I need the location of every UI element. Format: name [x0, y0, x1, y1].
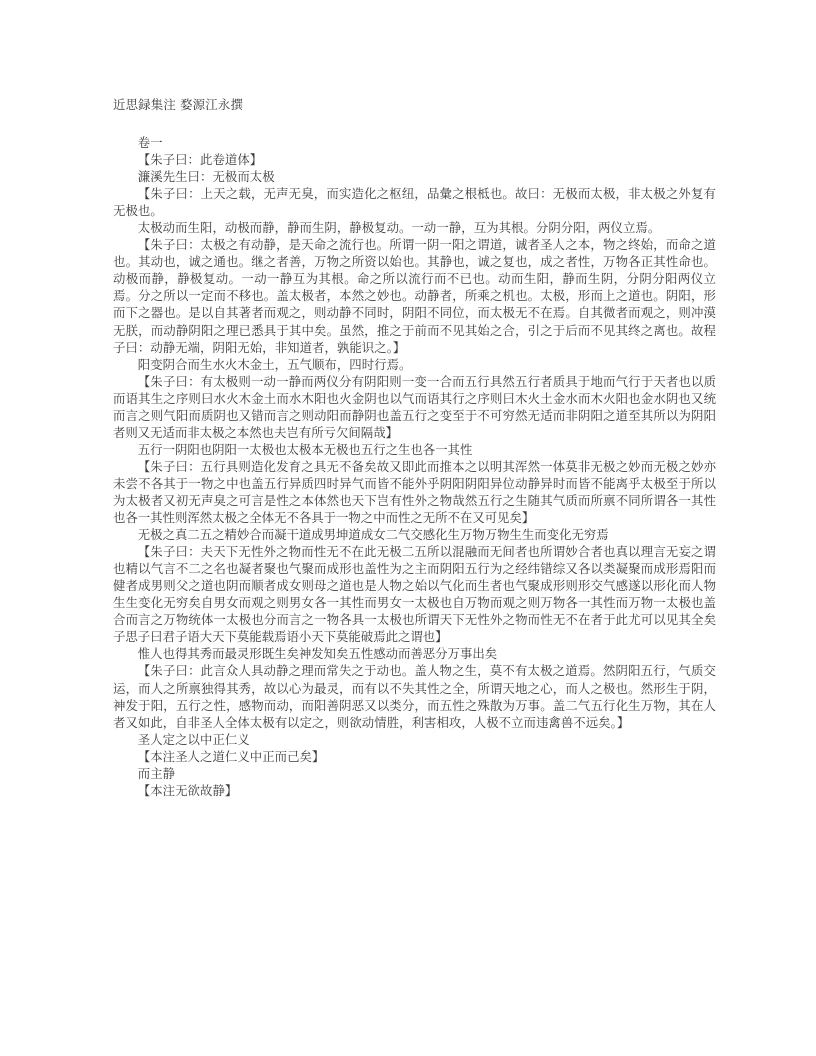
- paragraph: 【朱子曰：此言众人具动静之理而常失之于动也。盖人物之生，莫不有太极之道焉。然阴阳五行，气质交运，而人之所禀独得其秀，故以心为最灵，而有以不失其性之全，所谓天地之心，而人之极也。然形生于阴，神发于阳，五行之性，感物而动，而阳善阴恶又以类分，而五性之殊散为万事。盖二气五行化生万物，其在人者又如此，自非圣人全体太极有以定之，则欲动情胜，利害相攻，人极不立而违禽兽不远矣。】: [113, 663, 716, 730]
- paragraph: 【朱子曰：上天之载，无声无臭，而实造化之枢纽，品彙之根柢也。故曰：无极而太极，非太极之外复有无极也。: [113, 186, 716, 219]
- paragraph: 而主静: [137, 765, 176, 781]
- paragraph: 【朱子曰：夫天下无性外之物而性无不在此无极二五所以混融而无间者也所谓妙合者也真以理言无妄之谓也精以气言不二之名也凝者聚也气聚而成形也盖性为之主而阴阳五行为之经纬错综又各以类凝聚而成形焉阳而健者成男则父之道也阴而顺者成女则母之道也是人物之始以气化而生者也气聚成形则形交气感遂以形化而人物生生变化无穷矣自男女而观之则男女各一其性而男女一太极也自万物而观之则万物各一其性而万物一太极也盖合而言之万物统体一太极也分而言之一物各具一太极也所谓天下无性外之物而性无不在者于此尤可以见其全矣子思子曰君子语大天下莫能载焉语小天下莫能破焉此之谓也】: [113, 544, 716, 645]
- paragraph: 无极之真二五之精妙合而凝干道成男坤道成女二气交感化生万物万物生生而变化无穷焉: [137, 527, 609, 543]
- paragraph: 太极动而生阳，动极而静，静而生阴，静极复动。一动一静，互为其根。分阴分阳，两仪立焉。: [137, 220, 661, 236]
- paragraph: 【本注圣人之道仁义中正而己矣】: [137, 748, 325, 764]
- paragraph: 【朱子曰：太极之有动静，是天命之流行也。所谓一阴一阳之谓道，诚者圣人之本，物之终始，而命之道也。其动也，诚之通也。继之者善，万物之所资以始也。其静也，诚之复也，成之者性，万物各正其性命也。动极而静，静极复动。一动一静互为其根。命之所以流行而不已也。动而生阳，静而生阴，分阴分阳两仪立焉。分之所以一定而不移也。盖太极者，本然之妙也。动静者，所乘之机也。太极，形而上之道也。阴阳，形而下之器也。是以自其著者而观之，则动静不同时，阴阳不同位，而太极无不在焉。自其微者而观之，则冲漠无朕，而动静阴阳之理已悉具于其中矣。虽然，推之于前而不见其始之合，引之于后而不见其终之离也。故程子曰：动静无端，阴阳无始，非知道者，孰能识之。】: [113, 237, 716, 355]
- document-body: [113, 134, 716, 799]
- paragraph: 卷一: [137, 135, 163, 150]
- paragraph: 五行一阴阳也阴阳一太极也太极本无极也五行之生也各一其性: [137, 441, 473, 457]
- paragraph: 阳变阴合而生水火木金土，五气顺布，四时行焉。: [137, 356, 412, 372]
- paragraph: 【本注无欲故静】: [137, 782, 238, 798]
- paragraph: 【朱子曰：此卷道体】: [137, 152, 263, 168]
- paragraph: 【朱子曰：五行具则造化发育之具无不备矣故又即此而推本之以明其浑然一体莫非无极之妙而无极之妙亦未尝不各其于一物之中也盖五行异质四时异气而皆不能外乎阴阳阴阳异位动静异时而皆不能离乎太极至于所以为太极者又初无声臭之可言是性之本体然也天下岂有性外之物哉然五行之生随其气质而所禀不同所谓各一其性也各一其性则浑然太极之全体无不各具于一物之中而性之无所不在又可见矣】: [113, 458, 716, 526]
- paragraph: 圣人定之以中正仁义: [137, 731, 250, 747]
- page-title: 近思録集注 婺源江永撰: [113, 97, 244, 112]
- paragraph: 濂溪先生曰：无极而太极: [137, 169, 275, 185]
- paragraph: 惟人也得其秀而最灵形既生矣神发知矣五性感动而善恶分万事出矣: [137, 646, 498, 662]
- paragraph: 【朱子曰：有太极则一动一静而两仪分有阴阳则一变一合而五行具然五行者质具于地而气行于天者也以质而语其生之序则曰水火木金土而水木阳也火金阴也以气而语其行之序则曰木火土金水而木火阳也金水阴也又统而言之则气阳而质阴也又错而言之则动阳而静阴也盖五行之变至于不可穷然无适而非阴阳之道至其所以为阴阳者则又无适而非太极之本然也夫岂有所亏欠间隔哉】: [113, 373, 716, 440]
